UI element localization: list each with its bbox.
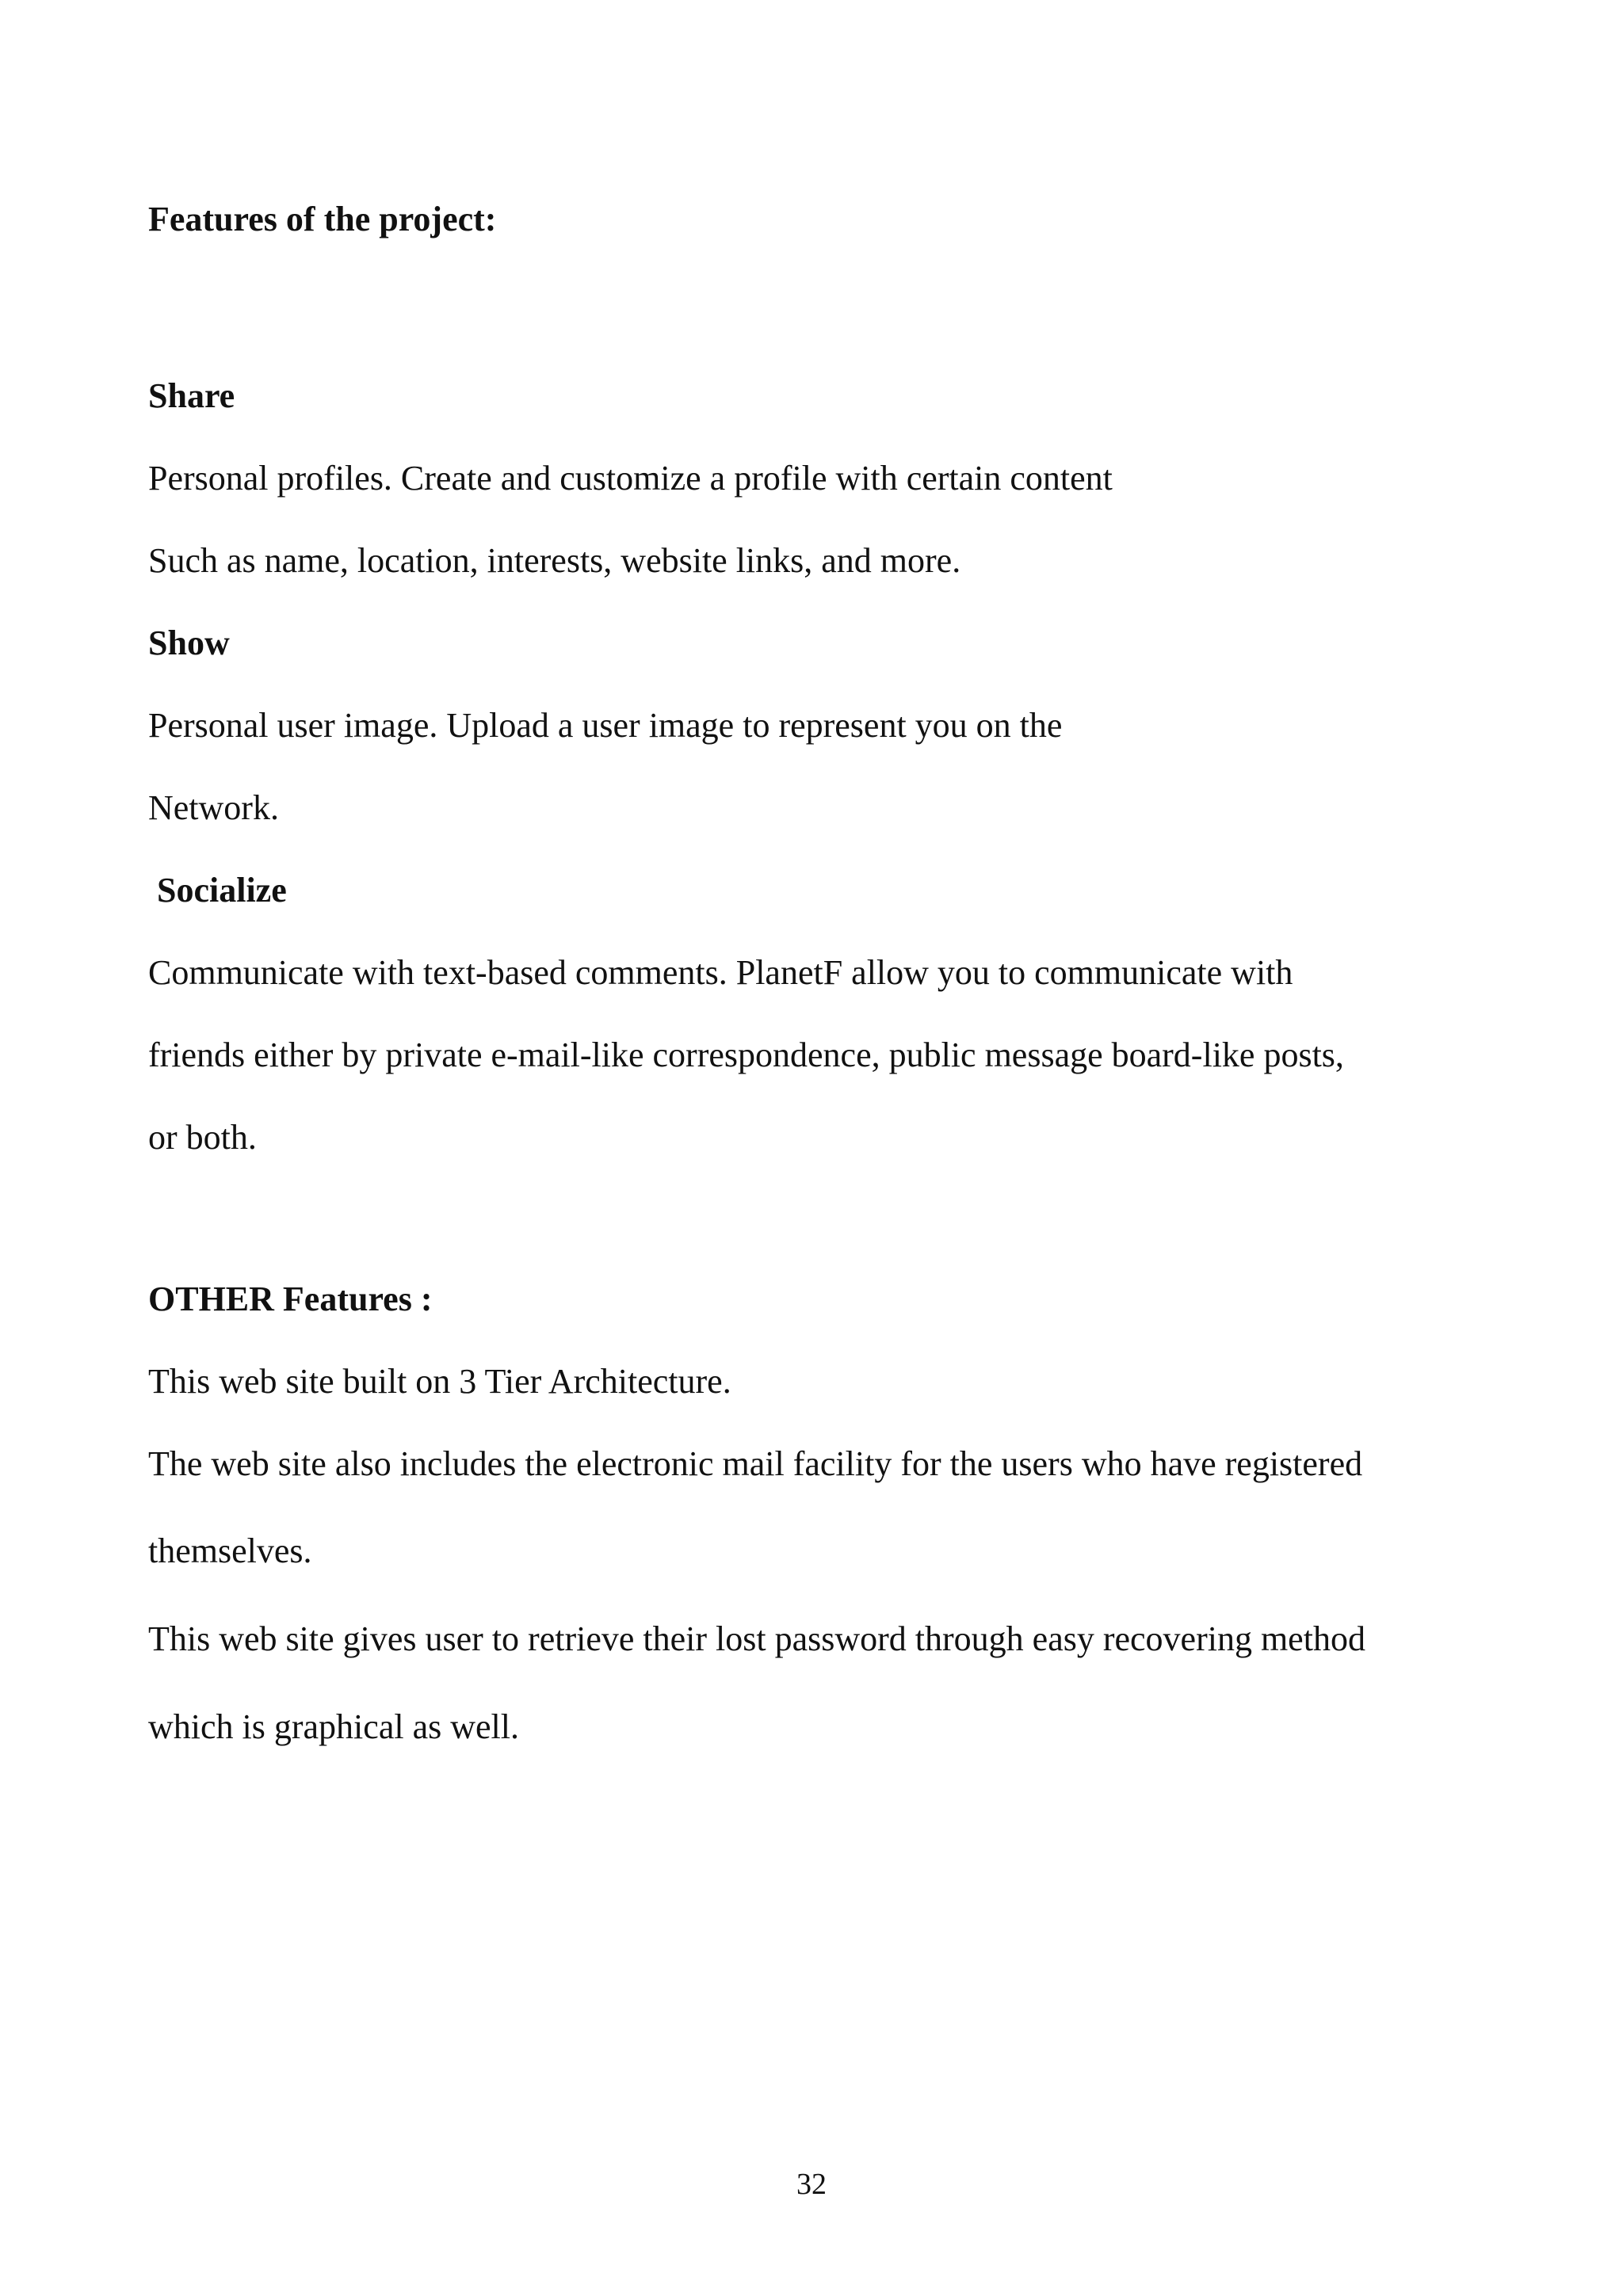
section-title-other-features: OTHER Features : <box>148 1280 433 1318</box>
share-line-1: Personal profiles. Create and customize a profile with certain content <box>148 459 1113 498</box>
socialize-line-2: friends either by private e-mail-like correspondence, public message board-like posts, <box>148 1035 1344 1074</box>
socialize-line-3: or both. <box>148 1118 257 1157</box>
other-line-5: which is graphical as well. <box>148 1707 519 1746</box>
other-line-3: themselves. <box>148 1531 312 1570</box>
section-title-show: Show <box>148 624 230 662</box>
section-title-socialize: Socialize <box>148 871 287 910</box>
other-line-1: This web site built on 3 Tier Architecture. <box>148 1362 731 1401</box>
socialize-line-1: Communicate with text-based comments. PlanetF allow you to communicate with <box>148 953 1293 992</box>
share-line-2: Such as name, location, interests, website links, and more. <box>148 541 961 580</box>
page-number: 32 <box>796 2168 827 2201</box>
show-line-1: Personal user image. Upload a user image to represent you on the <box>148 706 1063 745</box>
other-line-4: This web site gives user to retrieve their lost password through easy recovering method <box>148 1619 1365 1658</box>
other-line-2: The web site also includes the electronic mail facility for the users who have registered <box>148 1444 1363 1483</box>
show-line-2: Network. <box>148 788 279 827</box>
section-title-share: Share <box>148 376 235 415</box>
page-heading: Features of the project: <box>148 200 497 238</box>
